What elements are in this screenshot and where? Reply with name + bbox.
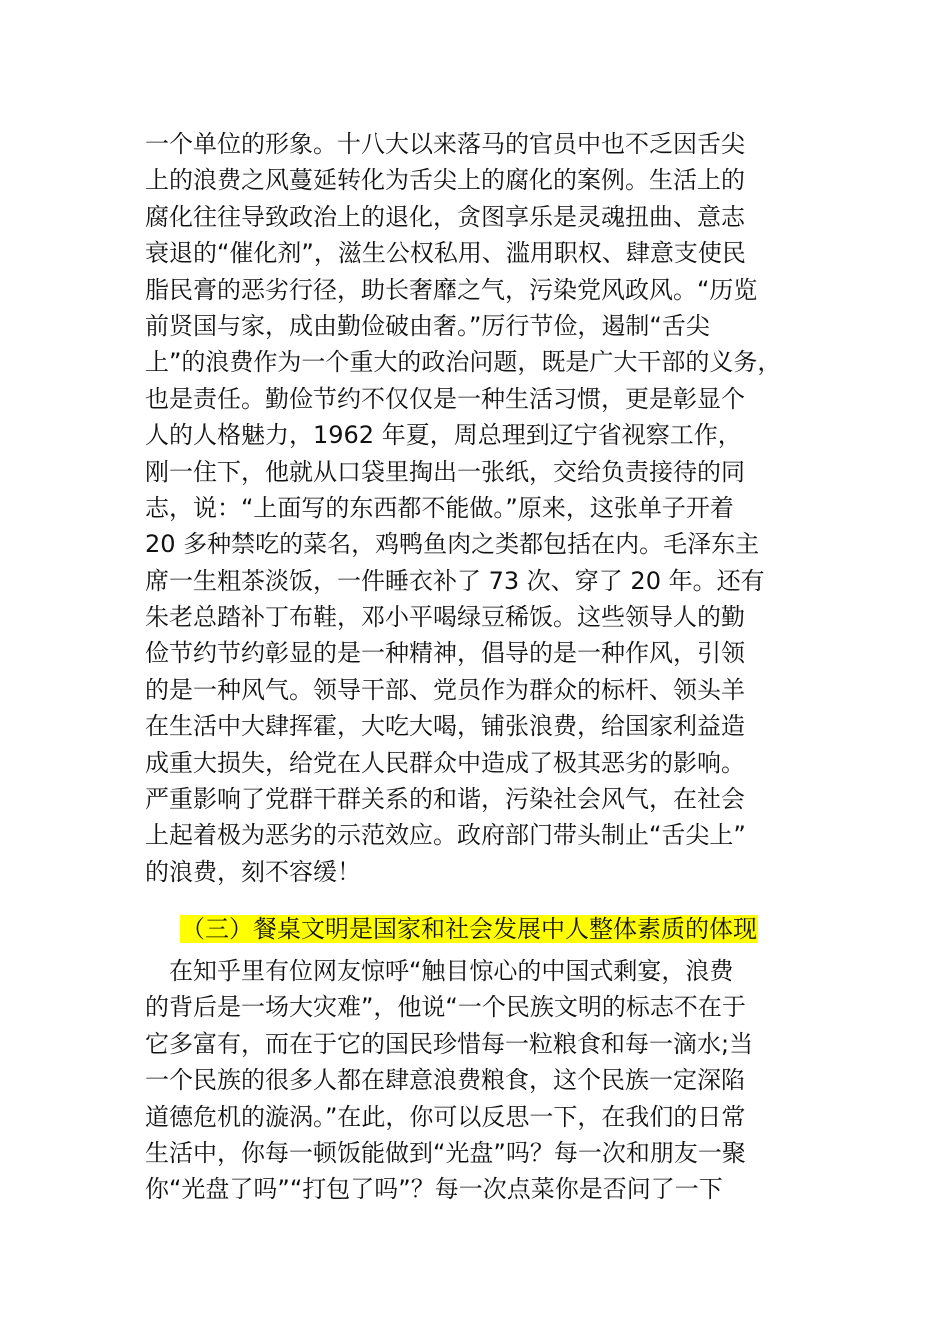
text-line: 一个单位的形象。十八大以来落马的官员中也不乏因舌尖 <box>145 130 745 158</box>
text-line: 严重影响了党群干群关系的和谐，污染社会风气，在社会 <box>145 785 745 814</box>
text-line: 20 多种禁吃的菜名，鸡鸭鱼肉之类都包括在内。毛泽东主 <box>145 530 760 559</box>
text-line: 上的浪费之风蔓延转化为舌尖上的腐化的案例。生活上的 <box>145 166 745 195</box>
text-line: 的浪费，刻不容缓！ <box>145 857 361 886</box>
highlighted-heading-text: （三）餐桌文明是国家和社会发展中人整体素质的体现 <box>181 915 757 943</box>
text-line: 刚一住下，他就从口袋里掏出一张纸，交给负责接待的同 <box>145 457 745 486</box>
text-line: 也是责任。勤俭节约不仅仅是一种生活习惯，更是彰显个 <box>145 384 745 413</box>
text-line: 在知乎里有位网友惊呼“触目惊心的中国式剩宴，浪费 <box>145 957 734 985</box>
text-line: 腐化往往导致政治上的退化，贪图享乐是灵魂扭曲、意志 <box>145 202 745 231</box>
body-paragraph-2 <box>145 953 825 1208</box>
text-line: 俭节约节约彰显的是一种精神，倡导的是一种作风，引领 <box>145 639 745 668</box>
text-line: 在生活中大肆挥霍，大吃大喝，铺张浪费，给国家利益造 <box>145 712 745 741</box>
section-heading <box>180 910 758 948</box>
text-line: 席一生粗茶淡饭，一件睡衣补了 73 次、穿了 20 年。还有 <box>145 566 765 595</box>
text-line: 人的人格魅力，1962 年夏，周总理到辽宁省视察工作， <box>145 421 742 450</box>
text-line: 生活中，你每一顿饭能做到“光盘”吗？每一次和朋友一聚 <box>145 1138 746 1167</box>
text-line: 前贤国与家，成由勤俭破由奢。”厉行节俭，遏制“舌尖 <box>145 311 710 340</box>
text-line: 一个民族的很多人都在肆意浪费粮食，这个民族一定深陷 <box>145 1066 745 1095</box>
text-line: 道德危机的漩涡。”在此，你可以反思一下，在我们的日常 <box>145 1102 746 1131</box>
text-line: 的背后是一场大灾难”，他说“一个民族文明的标志不在于 <box>145 993 746 1022</box>
text-line: 衰退的“催化剂”，滋生公权私用、滥用职权、肆意支使民 <box>145 239 746 268</box>
text-line: 的是一种风气。领导干部、党员作为群众的标杆、领头羊 <box>145 675 745 704</box>
text-line: 成重大损失，给党在人民群众中造成了极其恶劣的影响。 <box>145 748 745 777</box>
text-line: 它多富有，而在于它的国民珍惜每一粒粮食和每一滴水;当 <box>145 1029 754 1058</box>
body-paragraph-1 <box>145 126 825 890</box>
text-line: 你“光盘了吗”“打包了吗”？每一次点菜你是否问了一下 <box>145 1175 723 1204</box>
text-line: 志，说：“上面写的东西都不能做。”原来，这张单子开着 <box>145 493 734 522</box>
text-line: 脂民膏的恶劣行径，助长奢靡之气，污染党风政风。“历览 <box>145 275 758 304</box>
text-line: 上起着极为恶劣的示范效应。政府部门带头制止“舌尖上” <box>145 821 746 850</box>
text-line: 上”的浪费作为一个重大的政治问题，既是广大干部的义务， <box>145 348 782 377</box>
text-line: 朱老总踏补丁布鞋，邓小平喝绿豆稀饭。这些领导人的勤 <box>145 603 745 632</box>
